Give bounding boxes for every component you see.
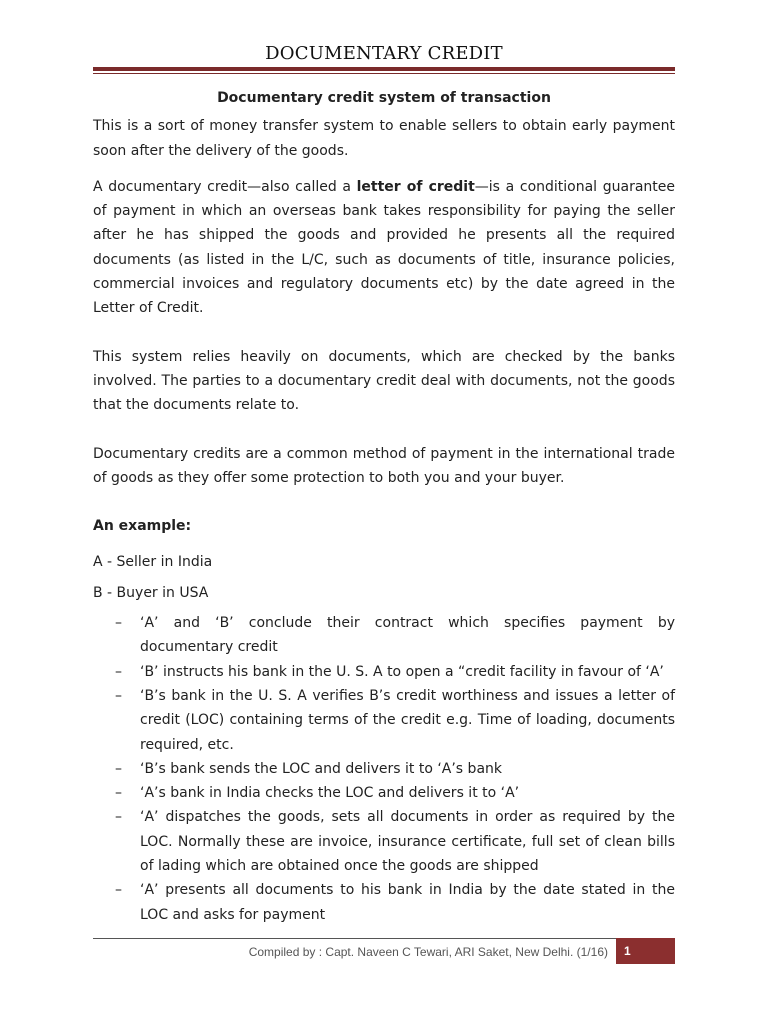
dash-bullet: – <box>115 760 122 777</box>
step-text: ‘B’s bank sends the LOC and delivers it to ‘A’s bank <box>140 760 502 777</box>
list-item <box>93 660 675 684</box>
step-text: ‘B’s bank in the U. S. A verifies B’s credit worthiness and issues a letter of credit (LOC) containing terms of the credit e.g. Time of loading, documents required, etc. <box>140 687 675 753</box>
list-item <box>93 805 675 878</box>
step-text: ‘A’ dispatches the goods, sets all documents in order as required by the LOC. Normally these are invoice, insurance certificate, full set of clean bills of lading which are obtained once the goods are shipped <box>140 809 675 875</box>
paragraph-intro: This is a sort of money transfer system to enable sellers to obtain early payment soon after the delivery of the goods. <box>93 118 675 159</box>
list-item <box>93 781 675 805</box>
list-item <box>93 611 675 660</box>
dash-bullet: – <box>115 785 122 802</box>
page-content <box>93 86 675 927</box>
header-rule-thin <box>93 73 675 74</box>
dash-bullet: – <box>115 615 122 632</box>
example-heading: An example: <box>93 518 192 535</box>
header-rule-thick <box>93 67 675 71</box>
dash-bullet: – <box>115 687 122 704</box>
paragraph-lc-prefix: A documentary credit—also called a <box>93 178 357 195</box>
paragraph-documents: This system relies heavily on documents, which are checked by the banks involved. The parties to a documentary credit deal with documents, not the goods that the documents relate to. <box>93 348 675 414</box>
party-a-label: A - Seller in India <box>93 554 213 571</box>
footer-compiled-by: Compiled by : Capt. Naveen C Tewari, ARI Saket, New Delhi. (1/16) <box>248 945 608 959</box>
step-text: ‘A’ and ‘B’ conclude their contract which specifies payment by documentary credit <box>140 615 675 656</box>
footer-rule <box>93 938 616 939</box>
section-title: Documentary credit system of transaction <box>217 90 551 106</box>
term-letter-of-credit: letter of credit <box>356 178 475 195</box>
paragraph-payment-method: Documentary credits are a common method of payment in the international trade of goods as they offer some protection to both you and your buyer. <box>93 445 675 486</box>
page-number: 1 <box>624 944 631 958</box>
dash-bullet: – <box>115 882 122 899</box>
list-item <box>93 684 675 757</box>
paragraph-lc-suffix: —is a conditional guarantee of payment in which an overseas bank takes responsibility for paying the seller after he has shipped the goods and provided he presents all the required documents (as listed in the L/C, such as documents of title, insurance policies, commercial invoices and regulatory documents etc) by the date agreed in the Letter of Credit. <box>93 178 675 317</box>
dash-bullet: – <box>115 809 122 826</box>
dash-bullet: – <box>115 663 122 680</box>
list-item <box>93 757 675 781</box>
example-steps-list <box>93 611 675 927</box>
step-text: ‘B’ instructs his bank in the U. S. A to open a “credit facility in favour of ‘A’ <box>140 663 664 680</box>
page-header-title: DOCUMENTARY CREDIT <box>265 43 503 64</box>
page-number-box <box>616 938 675 964</box>
step-text: ‘A’ presents all documents to his bank in India by the date stated in the LOC and asks for payment <box>140 882 675 923</box>
paragraph-letter-of-credit <box>93 175 675 321</box>
party-b-label: B - Buyer in USA <box>93 584 209 601</box>
list-item <box>93 878 675 927</box>
step-text: ‘A’s bank in India checks the LOC and delivers it to ‘A’ <box>140 785 520 802</box>
